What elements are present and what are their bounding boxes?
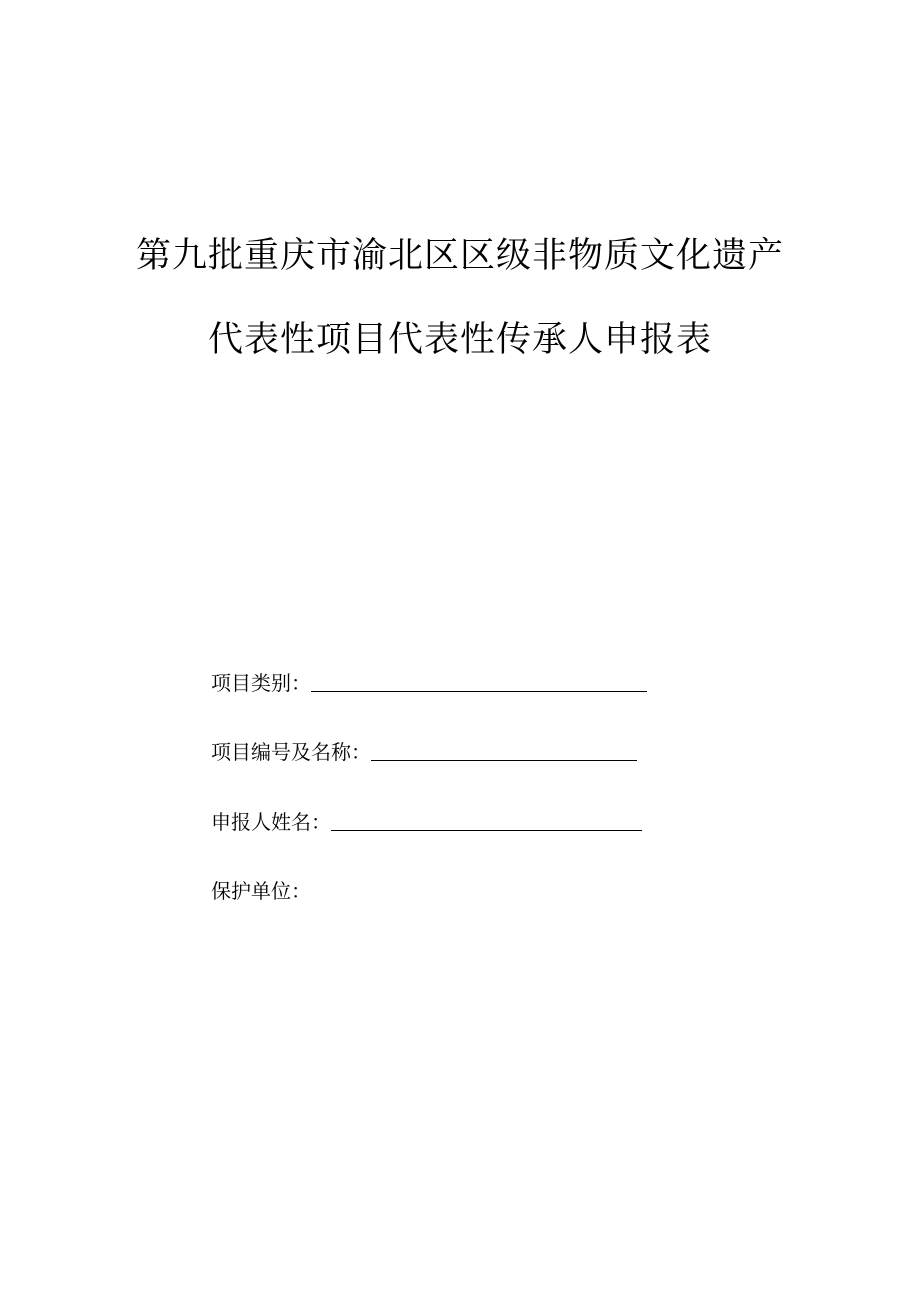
- field-applicant-name: [211, 805, 642, 835]
- applicant-name-blank[interactable]: [331, 829, 642, 831]
- field-project-category: [211, 666, 647, 696]
- field-project-number-name: [211, 735, 637, 765]
- title-line-1: 第九批重庆市渝北区区级非物质文化遗产: [135, 236, 784, 276]
- field-label-protection-unit: 保护单位：: [211, 879, 311, 903]
- title-line-2: 代表性项目代表性传承人申报表: [207, 320, 712, 360]
- field-label-project-category: 项目类别：: [211, 671, 311, 695]
- document-title: [0, 236, 920, 360]
- field-label-project-number-name: 项目编号及名称：: [211, 740, 371, 764]
- field-label-applicant-name: 申报人姓名：: [211, 810, 331, 834]
- project-category-blank[interactable]: [311, 690, 647, 692]
- field-protection-unit: [211, 874, 311, 904]
- project-number-name-blank[interactable]: [371, 759, 637, 761]
